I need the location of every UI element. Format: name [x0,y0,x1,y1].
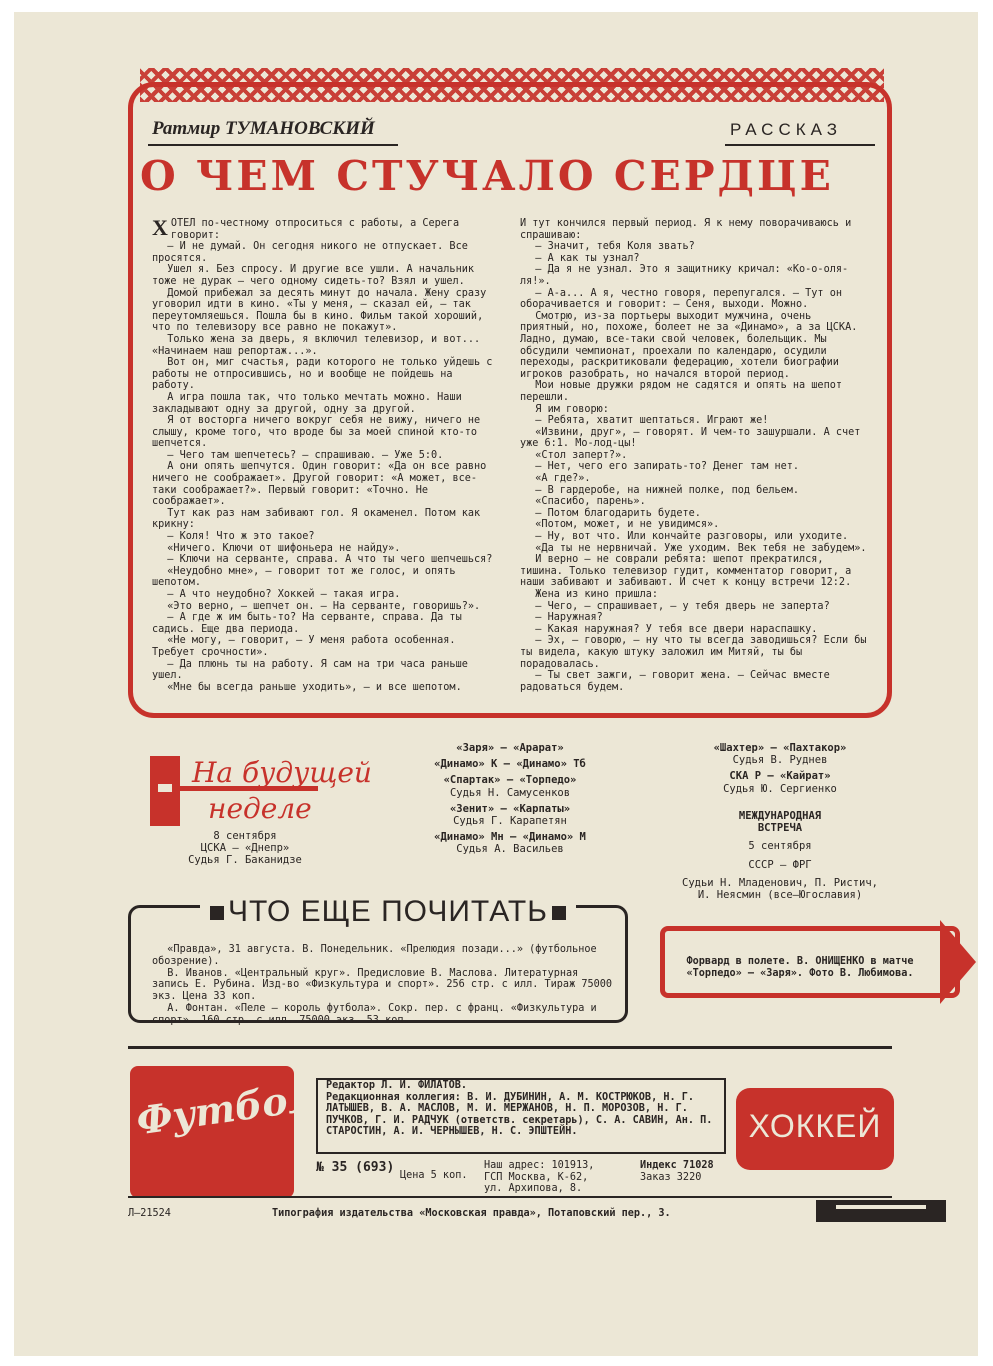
postal-index: Индекс 71028 [640,1160,714,1171]
international-match [680,810,880,901]
paragraph: — Ты свет зажги, — говорит жена. — Сейчас вместе радоваться будем. [520,670,830,693]
hockey-logo: ХОККЕЙ [748,1108,882,1144]
paragraph: — Да плюнь ты на работу. Я сам на три часа раньше ушел. [152,658,468,682]
match-teams: «Динамо» Мн — «Динамо» М [434,831,586,844]
paragraph: «Потом, может, и не увидимся». [535,519,720,531]
paragraph: «Да ты не нервничай. Уже уходим. Век тебя не забудем». [535,542,867,554]
paragraph: Домой прибежал за десять минут до начала. Жену сразу уговорил идти в кино. «Ты у меня, — сказал ей, — так переутомляешься. Пошла бы в кино. Фильм такой хороший, что по телевизору все равно не покажут». [152,287,487,334]
paragraph: — Эх, — говорю, — ну что ты всегда заводишься? Если бы ты видела, какую штуку заложил им Митяй, ты бы порадовалась. [520,635,867,670]
paragraph: — Ребята, хватит шептаться. Играют же! [535,415,769,427]
intl-referees-1: Судьи Н. Младенович, П. Ристич, [682,876,878,889]
next-week-col3 [680,742,880,795]
paragraph: «А где?». [535,473,591,485]
paragraph: — А что неудобно? Хоккей — такая игра. [167,589,401,600]
paragraph: — Нет, чего его запирать-то? Денег там нет. [535,461,800,473]
story-right-column [520,218,872,708]
intl-title-2: ВСТРЕЧА [757,822,803,835]
issue-number: № 35 (693) [316,1160,395,1175]
logo-line1: На будущей [192,756,372,789]
arrow-right-icon [940,920,976,1004]
paragraph: «Стол заперт?». [535,449,628,461]
paragraph: И верно — не соврали ребята: шепот прекратился, тишина. Только телевизор гудит, комментатор говорит, а наши забивают и забивают. И счет к концу встречи 12:2. [520,554,852,589]
next-week-logo [148,752,372,830]
paragraph: «Неудобно мне», — говорит тот же голос, и опять шепотом. [152,565,456,589]
paragraph: — Потом благодарить будете. [535,507,701,519]
paragraph: Жена из кино пришла: [535,589,658,600]
reading-title [200,895,576,929]
intl-referees-2: И. Неясмин (все—Югославия) [697,889,863,902]
paragraph: И тут кончился первый период. Я к нему поворачиваюсь и спрашиваю: [520,218,852,241]
address-line-3: ул. Архипова, 8. [484,1183,583,1195]
paragraph: — Чего, — спрашивает, — у тебя дверь не заперта? [535,600,830,612]
match-teams: «Зенит» — «Карпаты» [449,802,571,815]
paragraph: «Спасибо, парень». [535,496,646,508]
reading-title-text: ЧТО ЕЩЕ ПОЧИТАТЬ [228,895,548,928]
address-line-2: ГСП Москва, К-62, [484,1171,589,1183]
divider [128,1046,892,1049]
drop-cap: Х [152,215,168,240]
intl-teams: СССР — ФРГ [748,858,812,871]
intl-date: 5 сентября [748,840,812,853]
paragraph: — А-а... А я, честно говоря, перепугался. — Тут он оборачивается и говорит: — Сеня, выходи. Можно. [520,287,842,311]
football-logo: Футбол [133,1073,318,1144]
match-referee: Судья Г. Карапетян [453,815,567,828]
paragraph: А они опять шепчутся. Один говорит: «Да он все равно ничего не соображает». Другой говорит: «А может, все-таки соображает?». Первый говорит: «Точно. Не соображает». [152,461,487,508]
paragraph: «Извини, друг», — говорят. И чем-то зашуршали. А счет уже 6:1. Мо-лод-цы! [520,426,861,450]
paragraph: Я от восторга ничего вокруг себя не вижу, ничего не слышу, кроме того, что вроде бы за моей спиной кто-то шепчется. [152,415,481,450]
paragraph: — Коля! Что ж это такое? [167,531,315,543]
next-week-col1 [160,830,330,867]
match-referee: Судья Г. Баканидзе [188,854,302,867]
square-bullet-icon [552,906,566,920]
paragraph: «Не могу, — говорит, — У меня работа особенная. Требует срочности». [152,635,456,658]
paragraph: — Ну, вот что. Или кончайте разговоры, или уходите. [535,531,849,543]
next-week-col2 [400,742,620,856]
paragraph: — Чего там шепчетесь? — спрашиваю. — Уже 5:0. [167,449,444,461]
match-date: 8 сентября [213,830,277,842]
logo-line2: неделе [208,792,312,825]
reading-item: В. Иванов. «Центральный круг». Предисловие В. Маслова. Литературная запись Е. Рубина. Изд-во «Физкультура и спорт». 256 стр. с илл. Тираж 75000 экз. Цена 33 коп. [152,967,613,1003]
match-referee: Судья А. Васильев [456,843,564,856]
price: Цена 5 коп. [400,1170,468,1181]
footer-bar [816,1200,946,1222]
match-referee: Судья Н. Самусенков [449,786,571,799]
match-teams: ЦСКА — «Днепр» [200,842,290,855]
paragraph: Тут как раз нам забивают гол. Я окаменел. Потом как крикну: [152,507,481,531]
paragraph: «Ничего. Ключи от шифоньера не найду». [167,542,401,554]
paragraph: — Наружная? [535,612,603,624]
credits [326,1080,722,1138]
editor: Редактор Л. И. ФИЛАТОВ. [326,1080,468,1091]
match-referee: Судья Ю. Сергиенко [723,782,837,795]
match-teams: «Спартак» — «Торпедо» [443,774,577,787]
paragraph: Я им говорю: [535,403,609,415]
author-underline [148,144,398,146]
match-teams: СКА Р — «Кайрат» [729,770,831,783]
match-teams: «Заря» — «Арарат» [456,742,564,754]
kind-underline [725,144,875,146]
print-code: Л—21524 [128,1208,171,1219]
reading-item: А. Фонтан. «Пеле — король футбола». Сокр. пер. с франц. «Физкультура и спорт». 160 стр. с илл. 75000 экз. 53 коп. [152,1002,597,1026]
index-block [640,1160,714,1183]
square-bullet-icon [210,906,224,920]
photo-caption: Форвард в полете. В. ОНИЩЕНКО в матче «Торпедо» — «Заря». Фото В. Любимова. [686,956,914,979]
paragraph: — Ключи на серванте, справа. А что ты чего шепчешься? [167,554,493,566]
reading-list [152,944,612,1027]
match-referee: Судья В. Руднев [732,754,828,767]
divider [128,1196,892,1198]
paragraph: Ушел я. Без спросу. И другие все ушли. А начальник тоже не дурак — чего одному сидеть-то? Взял и ушел. [152,264,474,287]
paragraph: — Да я не узнал. Это я защитнику кричал: «Ко-о-оля-ля!». [520,264,849,287]
paragraph: Вот он, миг счастья, ради которого не только уйдешь с работы не отпросившись, но и вообще не пойдешь на работу. [152,357,493,392]
match-teams: «Динамо» К — «Динамо» Тб [434,758,586,771]
paragraph: «Мне бы всегда раньше уходить», — и все шепотом. [167,681,462,693]
paragraph: — А как ты узнал? [535,252,640,264]
paragraph: А игра пошла так, что только мечтать можно. Наши закладывают одну за другой, одну за другой. [152,391,462,415]
story-left-column [152,215,500,708]
match-teams: «Шахтер» — «Пахтакор» [713,742,847,754]
paragraph: «Это верно, — шепчет он. — На серванте, говоришь?». [167,600,481,612]
story-kind: РАССКАЗ [730,120,843,139]
editorial-board: Редакционная коллегия: В. И. ДУБИНИН, А. М. КОСТРЮКОВ, Н. Г. ЛАТЫШЕВ, В. А. МАСЛОВ, М. И. МЕРЖАНОВ, Н. П. МОРОЗОВ, Н. Г. ПУЧКОВ, Г. И. РАДЧУК (ответств. секретарь), С. А. САВИН, Ан. П. СТАРОСТИН, А. И. ЧЕРНЫШЕВ, Н. С. ЭПШТЕЙН. [326,1091,713,1138]
printer-info: Типография издательства «Московская правда», Потаповский пер., 3. [272,1208,671,1219]
reading-item: «Правда», 31 августа. В. Понедельник. «Прелюдия позади...» (футбольное обозрение). [152,944,597,967]
footer-bar-mark [836,1205,926,1209]
address-line-1: Наш адрес: 101913, [484,1160,595,1171]
paragraph: Смотрю, из-за портьеры выходит мужчина, очень приятный, но, похоже, болеет не за «Динамо», а за ЦСКА. Ладно, думаю, все-таки свой человек, болельщик. Мы обсудили чемпионат, проехали по календарю, осудили переходы, раскритиковали федерацию, хотели биографии игроков разобрать, но начался второй период. [520,310,858,380]
paragraph: — И не думай. Он сегодня никого не отпускает. Все просятся. [152,241,468,264]
order-number: Заказ 3220 [640,1171,702,1183]
paragraph: — Значит, тебя Коля звать? [535,241,695,253]
paragraph: — В гардеробе, на нижней полке, под бельем. [535,484,800,496]
paragraph: — А где ж им быть-то? На серванте, справа. Да ты садись. Еще два периода. [152,612,462,635]
paragraph: Только жена за дверь, я включил телевизор, и вот... «Начинаем наш репортаж...». [152,333,481,357]
address [484,1160,614,1195]
story-author: Ратмир ТУМАНОВСКИЙ [152,118,375,139]
paragraph: Мои новые дружки рядом не садятся и опять на шепот перешли. [520,380,842,403]
story-title: О ЧЕМ СТУЧАЛО СЕРДЦЕ [140,152,834,200]
paragraph: — Какая наружная? У тебя все двери нараспашку. [535,623,818,635]
paragraph: ОТЕЛ по-честному отпроситься с работы, а Серега говорит: [170,218,460,241]
intl-title-1: МЕЖДУНАРОДНАЯ [738,810,822,822]
